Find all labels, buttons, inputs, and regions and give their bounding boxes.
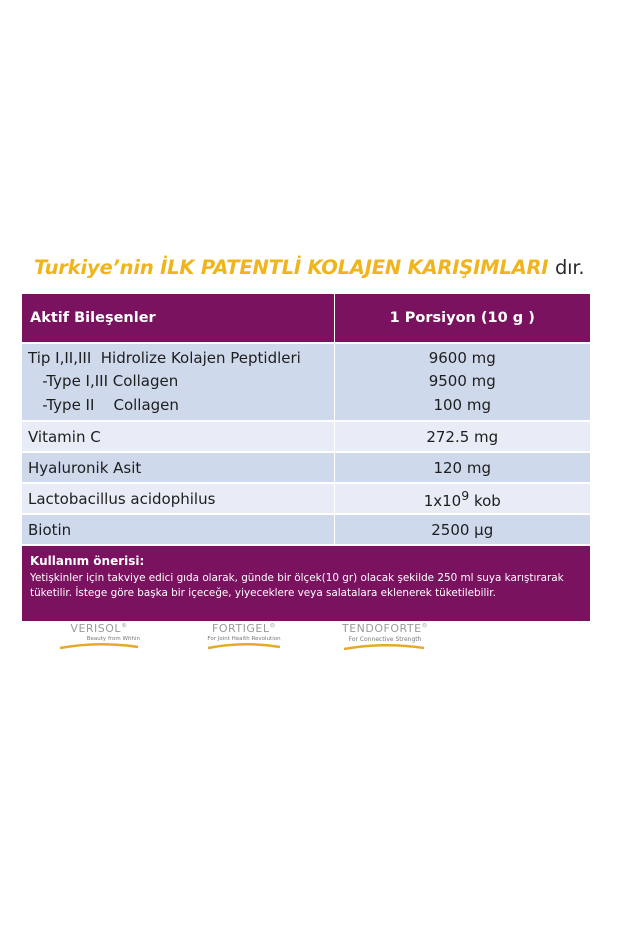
table-row (22, 514, 590, 544)
headline (34, 256, 584, 279)
usage-text: Yetişkinler için takviye edici gıda olarak, günde bir ölçek(10 gr) olacak şekilde 250 ml suya karıştırarak tüketilir. İstege göre başka bir içeceğe, yiyeceklere veya salatalara eklenerek tüketilebilir. (30, 572, 564, 599)
headline-suffix: dır. (554, 256, 585, 279)
collagen-names (22, 343, 334, 421)
logo-mark: ® (269, 622, 276, 630)
ingredient-name: Lactobacillus acidophilus (22, 483, 334, 514)
logo-tagline: For Connective Strength (348, 636, 422, 643)
collagen-value: 9600 mg (428, 348, 496, 367)
table-row (22, 343, 590, 421)
header-ingredient: Aktif Bileşenler (22, 294, 334, 343)
collagen-value: 100 mg (433, 395, 492, 414)
ingredient-value (334, 483, 590, 514)
value-unit: kob (469, 491, 501, 510)
ingredient-name: Hyaluronik Asit (22, 452, 334, 483)
ingredient-value: 2500 µg (334, 514, 590, 544)
logo-name (342, 622, 428, 635)
table-header-row (22, 294, 590, 343)
swoosh-icon (206, 642, 282, 651)
ingredient-name: Vitamin C (22, 421, 334, 452)
logo-name-text: TENDOFORTE (342, 622, 422, 635)
collagen-line: -Type I,III Collagen (28, 372, 179, 391)
swoosh-icon (342, 643, 426, 652)
ingredients-panel (22, 294, 590, 621)
header-amount: 1 Porsiyon (10 g ) (334, 294, 590, 343)
ingredient-value: 272.5 mg (334, 421, 590, 452)
headline-main: Turkiye’nin İLK PATENTLİ KOLAJEN KARIŞIMLARI (34, 256, 549, 279)
ingredient-value: 120 mg (334, 452, 590, 483)
ingredients-table (22, 294, 590, 544)
verisol-logo (58, 622, 140, 651)
collagen-value: 9500 mg (428, 372, 496, 391)
value-exponent: 9 (461, 487, 470, 503)
fortigel-logo (206, 622, 282, 651)
logo-mark: ® (121, 622, 128, 630)
collagen-line: Tip I,II,III Hidrolize Kolajen Peptidleri (28, 348, 301, 367)
logo-name (58, 622, 140, 635)
usage-box (22, 544, 590, 621)
logo-tagline: Beauty from Within (86, 636, 140, 642)
tendoforte-logo (342, 622, 428, 652)
logo-mark: ® (421, 622, 429, 630)
collagen-values (334, 343, 590, 421)
logo-name-text: VERISOL (70, 622, 122, 635)
logo-name (206, 622, 282, 635)
usage-title: Kullanım önerisi: (30, 554, 145, 568)
table-row (22, 483, 590, 514)
logo-tagline: For Joint Health Revolution (207, 636, 281, 642)
logo-name-text: FORTIGEL (212, 622, 270, 635)
value-base: 1x10 (423, 491, 462, 510)
table-row (22, 421, 590, 452)
table-row (22, 452, 590, 483)
collagen-line: -Type II Collagen (28, 395, 179, 414)
swoosh-icon (58, 642, 140, 651)
ingredient-name: Biotin (22, 514, 334, 544)
